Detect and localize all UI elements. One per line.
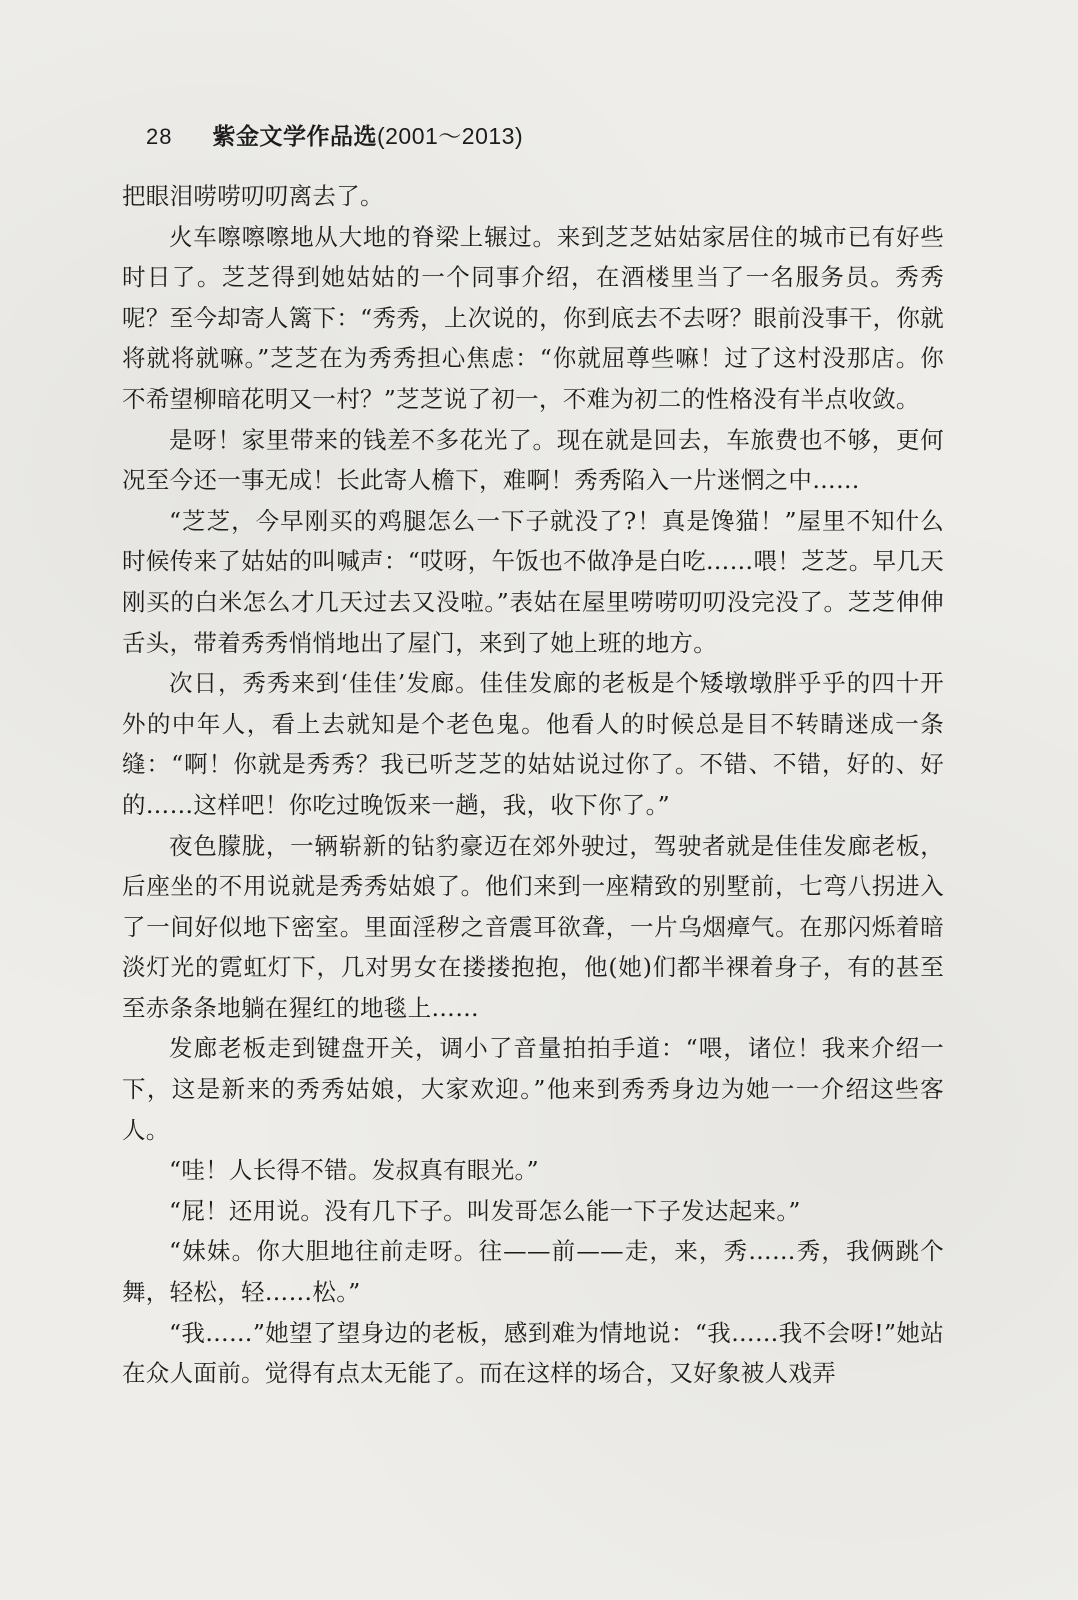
paragraph: 是呀！家里带来的钱差不多花光了。现在就是回去，车旅费也不够，更何况至今还一事无成！长此寄人檐下，难啊！秀秀陷入一片迷惘之中…… bbox=[122, 425, 944, 495]
paragraph: “妹妹。你大胆地往前走呀。往——前——走，来，秀……秀，我俩跳个舞，轻松，轻……松。” bbox=[122, 1237, 944, 1307]
paragraph: 夜色朦胧，一辆崭新的钻豹豪迈在郊外驶过，驾驶者就是佳佳发廊老板，后座坐的不用说就是秀秀姑娘了。他们来到一座精致的别墅前，七弯八拐进入了一间好似地下密室。里面淫秽之音震耳欲聋，一片乌烟瘴气。在那闪烁着暗淡灯光的霓虹灯下，几对男女在搂搂抱抱，他(她)们都半裸着身子，有的甚至至赤条条地躺在猩红的地毯上…… bbox=[122, 831, 944, 1022]
paragraph: “哇！人长得不错。发叔真有眼光。” bbox=[169, 1156, 539, 1185]
paragraph: “芝芝，今早刚买的鸡腿怎么一下子就没了?！真是馋猫！”屋里不知什么时候传来了姑姑的叫喊声：“哎呀，午饭也不做净是白吃……喂！芝芝。早几天刚买的白米怎么才几天过去又没啦。”表姑在屋里唠唠叨叨没完没了。芝芝伸伸舌头，带着秀秀悄悄地出了屋门，来到了她上班的地方。 bbox=[122, 506, 944, 657]
page-number: 28 bbox=[146, 124, 173, 149]
body-text bbox=[122, 176, 944, 1394]
book-title: 紫金文学作品选 bbox=[212, 124, 377, 150]
running-title bbox=[212, 118, 523, 151]
page-header bbox=[146, 118, 523, 152]
book-years: (2001～2013) bbox=[376, 123, 524, 149]
paragraph: 次日，秀秀来到‘佳佳’发廊。佳佳发廊的老板是个矮墩墩胖乎乎的四十开外的中年人，看上去就知是个老色鬼。他看人的时候总是目不转睛迷成一条缝：“啊！你就是秀秀？我已听芝芝的姑姑说过你了。不错、不错，好的、好的……这样吧！你吃过晚饭来一趟，我，收下你了。” bbox=[122, 669, 944, 819]
paragraph: “我……”她望了望身边的老板，感到难为情地说：“我……我不会呀!”她站在众人面前。觉得有点太无能了。而在这样的场合，又好象被人戏弄 bbox=[122, 1318, 944, 1388]
paragraph: “屁！还用说。没有几下子。叫发哥怎么能一下子发达起来。” bbox=[169, 1196, 801, 1225]
paragraph: 发廊老板走到键盘开关，调小了音量拍拍手道：“喂，诸位！我来介绍一下，这是新来的秀秀姑娘，大家欢迎。”他来到秀秀身边为她一一介绍这些客人。 bbox=[122, 1034, 944, 1144]
paragraph: 把眼泪唠唠叨叨离去了。 bbox=[122, 182, 384, 210]
paragraph: 火车嚓嚓嚓地从大地的脊梁上辗过。来到芝芝姑姑家居住的城市已有好些时日了。芝芝得到她姑姑的一个同事介绍，在酒楼里当了一名服务员。秀秀呢？至今却寄人篱下：“秀秀，上次说的，你到底去不去呀？眼前没事干，你就将就将就嘛。”芝芝在为秀秀担心焦虑：“你就屈尊些嘛！过了这村没那店。你不希望柳暗花明又一村？”芝芝说了初一，不难为初二的性格没有半点收敛。 bbox=[122, 222, 944, 413]
